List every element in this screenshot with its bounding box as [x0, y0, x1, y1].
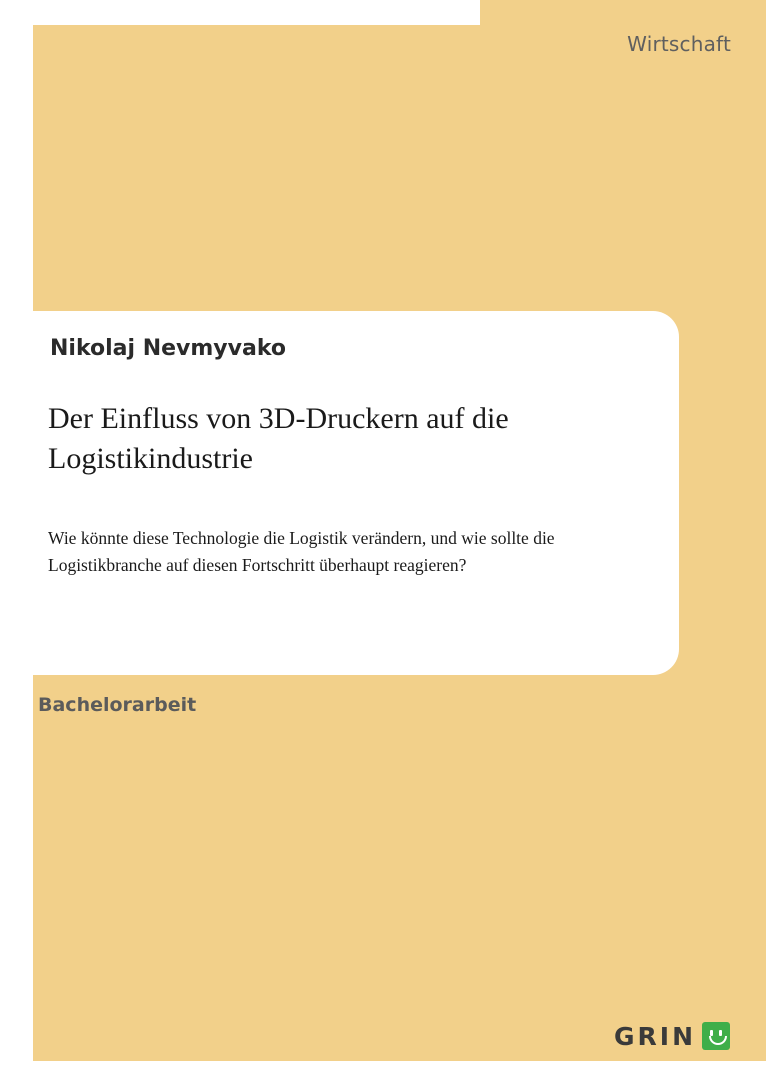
grin-logo-text: GRIN	[614, 1021, 696, 1051]
author-name: Nikolaj Nevmyvako	[50, 336, 286, 361]
page-title: Der Einfluss von 3D-Druckern auf die Logistikindustrie	[48, 402, 509, 475]
smiley-icon	[702, 1022, 730, 1050]
grin-logo	[614, 1021, 730, 1051]
category-label: Wirtschaft	[627, 32, 731, 56]
bottom-margin-strip	[0, 1061, 766, 1087]
document-type-label: Bachelorarbeit	[38, 694, 197, 716]
title-card	[0, 311, 679, 675]
top-margin-strip	[0, 0, 480, 25]
subtitle: Wie könnte diese Technologie die Logistik verändern, und wie sollte die Logistikbranche auf diesen Fortschritt überhaupt reagieren?	[48, 528, 555, 576]
